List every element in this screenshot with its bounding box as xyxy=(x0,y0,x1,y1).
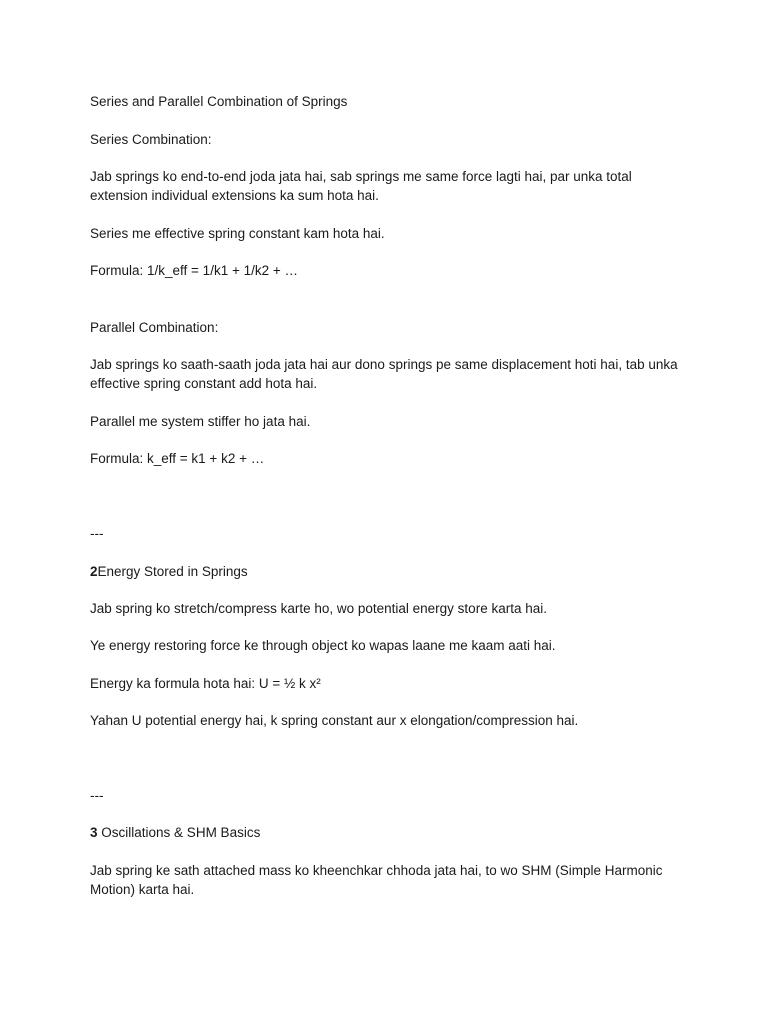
series-paragraph-2: Series me effective spring constant kam hota hai. xyxy=(90,226,385,241)
section-3-heading xyxy=(90,823,690,842)
energy-formula: Energy ka formula hota hai: U = ½ k x² xyxy=(90,676,321,691)
section-2-title: Energy Stored in Springs xyxy=(97,564,248,579)
divider: --- xyxy=(90,788,104,803)
divider: --- xyxy=(90,526,104,541)
section-2-number: 2 xyxy=(90,564,98,579)
energy-paragraph-2: Ye energy restoring force ke through object ko wapas laane me kaam aati hai. xyxy=(90,638,556,653)
parallel-formula: Formula: k_eff = k1 + k2 + … xyxy=(90,451,265,466)
series-heading: Series Combination: xyxy=(90,132,212,147)
section-3-number: 3 xyxy=(90,825,98,840)
energy-paragraph-1: Jab spring ko stretch/compress karte ho, wo potential energy store karta hai. xyxy=(90,601,547,616)
shm-paragraph-1: Jab spring ke sath attached mass ko kheenchkar chhoda jata hai, to wo SHM (Simple Harmonic Motion) karta hai. xyxy=(90,863,663,897)
parallel-heading: Parallel Combination: xyxy=(90,320,219,335)
energy-paragraph-4: Yahan U potential energy hai, k spring constant aur x elongation/compression hai. xyxy=(90,713,579,728)
series-formula: Formula: 1/k_eff = 1/k1 + 1/k2 + … xyxy=(90,263,298,278)
section-2-heading xyxy=(90,562,690,581)
section-3-title: Oscillations & SHM Basics xyxy=(101,825,261,840)
document-title: Series and Parallel Combination of Springs xyxy=(90,94,348,109)
parallel-paragraph-1: Jab springs ko saath-saath joda jata hai aur dono springs pe same displacement hoti hai, tab unka effective spring constant add hota hai. xyxy=(90,357,678,391)
parallel-paragraph-2: Parallel me system stiffer ho jata hai. xyxy=(90,414,311,429)
series-paragraph-1: Jab springs ko end-to-end joda jata hai, sab springs me same force lagti hai, par unka total extension individual extensions ka sum hota hai. xyxy=(90,169,632,203)
